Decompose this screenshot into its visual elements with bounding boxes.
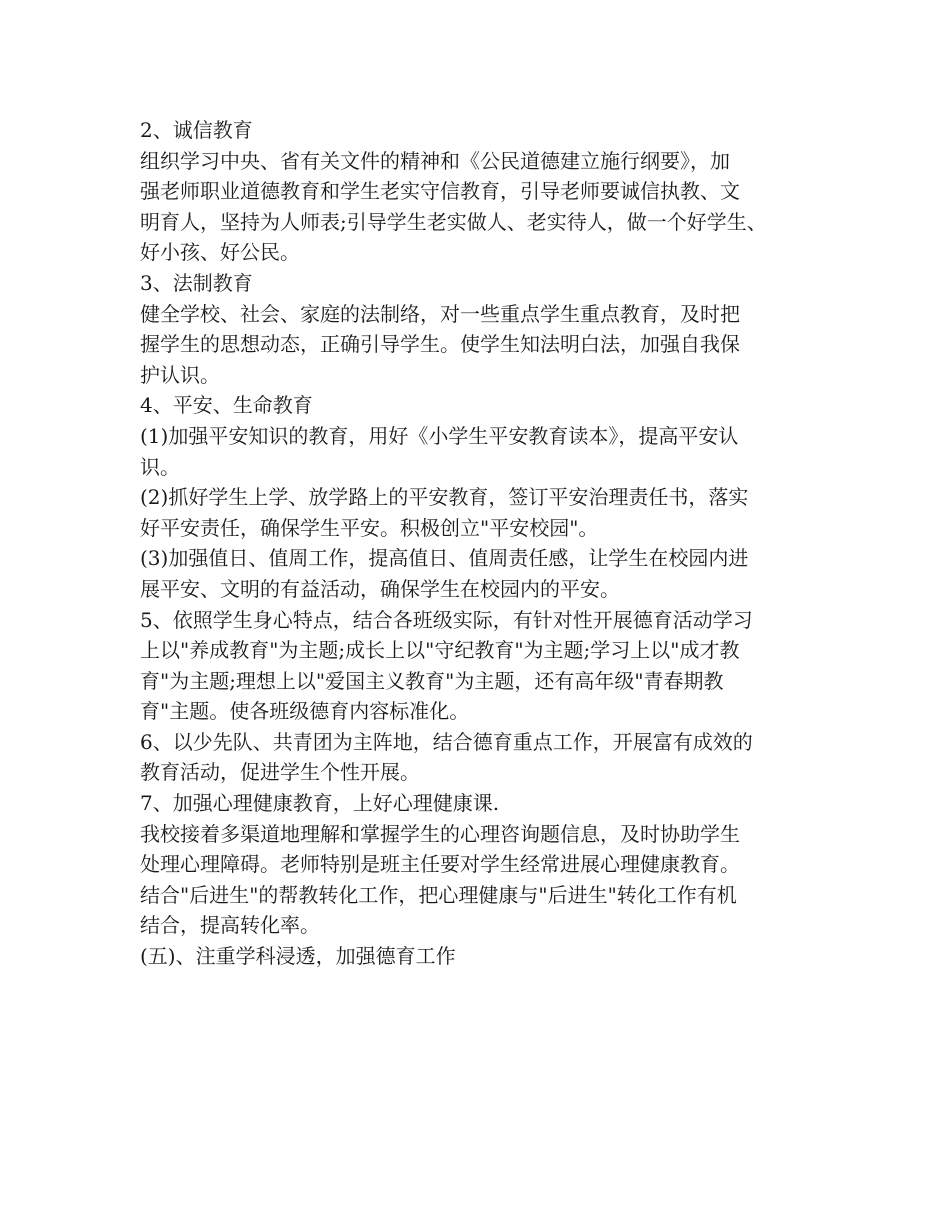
text-line: (2)抓好学生上学、放学路上的平安教育，签订平安治理责任书，落实 (140, 485, 749, 510)
heading-legal-education (140, 268, 830, 299)
text-line: 育"为主题;理想上以"爱国主义教育"为主题，还有高年级"青春期教 (140, 668, 724, 693)
paragraph-moral-activities (140, 605, 830, 727)
heading-safety-life-education (140, 390, 830, 421)
text-line: 握学生的思想动态，正确引导学生。使学生知法明白法，加强自我保 (140, 332, 740, 357)
text-line: 结合"后进生"的帮教转化工作，把心理健康与"后进生"转化工作有机 (140, 882, 737, 907)
paragraph-legal (140, 299, 830, 391)
text-line: 5、依照学生身心特点，结合各班级实际，有针对性开展德育活动学习 (140, 607, 753, 632)
text-line: 4、平安、生命教育 (140, 393, 313, 418)
text-line: 好平安责任，确保学生平安。积极创立"平安校园"。 (140, 515, 599, 540)
text-line: (五)、注重学科浸透，加强德育工作 (140, 944, 456, 969)
paragraph-young-pioneers (140, 727, 830, 788)
paragraph-safety-1 (140, 421, 830, 482)
text-line: 健全学校、社会、家庭的法制络，对一些重点学生重点教育，及时把 (140, 301, 740, 326)
heading-integrity-education (140, 115, 830, 146)
text-line: 育"主题。使各班级德育内容标准化。 (140, 699, 470, 724)
text-line: 教育活动，促进学生个性开展。 (140, 760, 420, 785)
paragraph-safety-3 (140, 543, 830, 604)
paragraph-safety-2 (140, 482, 830, 543)
text-line: 处理心理障碍。老师特别是班主任要对学生经常进展心理健康教育。 (140, 852, 740, 877)
text-line: 护认识。 (140, 362, 220, 387)
text-line: 3、法制教育 (140, 270, 253, 295)
heading-mental-health (140, 788, 830, 819)
text-line: (3)加强值日、值周工作，提高值日、值周责任感，让学生在校园内进 (140, 546, 749, 571)
text-line: 好小孩、好公民。 (140, 240, 300, 265)
text-line: 结合，提高转化率。 (140, 913, 320, 938)
text-line: 组织学习中央、省有关文件的精神和《公民道德建立施行纲要》，加 (140, 148, 730, 173)
text-line: 2、诚信教育 (140, 118, 253, 142)
text-line: 展平安、文明的有益活动，确保学生在校园内的平安。 (140, 576, 620, 601)
heading-subject-integration (140, 941, 830, 972)
text-line: 强老师职业道德教育和学生老实守信教育，引导老师要诚信执教、文 (140, 179, 740, 204)
text-line: 识。 (140, 454, 180, 479)
text-line: (1)加强平安知识的教育，用好《小学生平安教育读本》，提高平安认 (140, 423, 739, 448)
paragraph-mental-health (140, 819, 830, 941)
text-line: 6、以少先队、共青团为主阵地，结合德育重点工作，开展富有成效的 (140, 729, 753, 754)
text-line: 上以"养成教育"为主题;成长上以"守纪教育"为主题;学习上以"成才教 (140, 638, 740, 663)
text-line: 明育人，坚持为人师表;引导学生老实做人、老实待人，做一个好学生、 (140, 209, 767, 234)
document-body (140, 115, 830, 972)
text-line: 7、加强心理健康教育，上好心理健康课. (140, 791, 500, 816)
paragraph-integrity (140, 146, 830, 268)
text-line: 我校接着多渠道地理解和掌握学生的心理咨询题信息，及时协助学生 (140, 821, 740, 846)
